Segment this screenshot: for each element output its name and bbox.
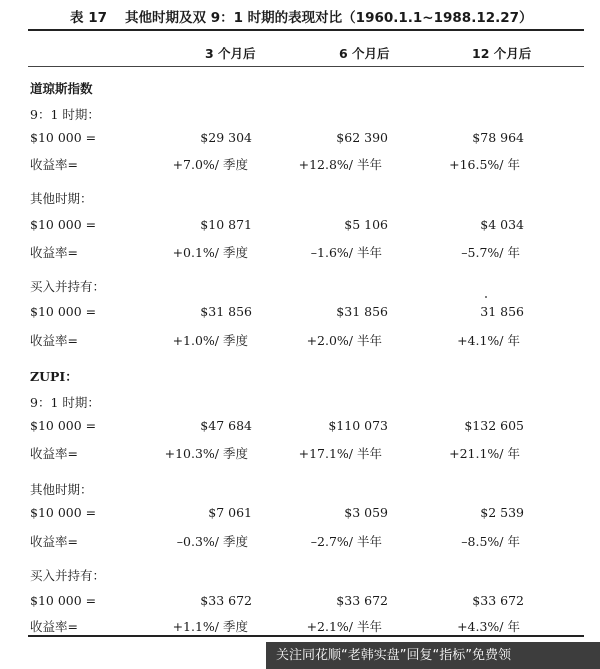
cell-3m: $47 684 bbox=[200, 418, 252, 433]
cell-12m: $33 672 bbox=[472, 593, 524, 608]
cell-6m: +2.1%/ 半年 bbox=[306, 619, 382, 634]
cell-12m: +4.1%/ 年 bbox=[457, 333, 520, 348]
group-heading-zupi: ZUPI： bbox=[30, 369, 78, 384]
subgroup-heading: 其他时期： bbox=[30, 191, 93, 206]
cell-12m: +4.3%/ 年 bbox=[457, 619, 520, 634]
cell-6m: –2.7%/ 半年 bbox=[310, 534, 382, 549]
cell-3m: $33 672 bbox=[200, 593, 252, 608]
table-title bbox=[70, 6, 590, 26]
table-number: 表 17 bbox=[70, 10, 107, 26]
cell-3m: +1.0%/ 季度 bbox=[172, 333, 248, 348]
cell-12m: +16.5%/ 年 bbox=[449, 157, 520, 172]
column-header-3-months: 3 个月后 bbox=[205, 46, 256, 61]
cell-6m: +12.8%/ 半年 bbox=[298, 157, 382, 172]
table-row-value bbox=[0, 130, 600, 150]
row-label: $10 000 = bbox=[30, 304, 97, 319]
bottom-rule bbox=[28, 635, 584, 637]
subgroup-heading: 9：1 时期： bbox=[30, 107, 100, 122]
cell-6m: $5 106 bbox=[344, 217, 388, 232]
cell-6m: –1.6%/ 半年 bbox=[310, 245, 382, 260]
watermark-banner: 关注同花顺“老韩实盘”回复“指标”免费领 bbox=[266, 642, 600, 669]
cell-6m: $31 856 bbox=[336, 304, 388, 319]
top-rule bbox=[28, 29, 584, 31]
table-row-rate bbox=[0, 155, 600, 175]
table-row-value bbox=[0, 418, 600, 438]
print-speck bbox=[485, 296, 487, 298]
cell-12m: +21.1%/ 年 bbox=[449, 446, 520, 461]
row-label: 收益率= bbox=[30, 333, 78, 348]
cell-6m: $3 059 bbox=[344, 505, 388, 520]
subgroup-heading: 买入并持有： bbox=[30, 279, 106, 294]
table-row-value bbox=[0, 505, 600, 525]
cell-3m: $29 304 bbox=[200, 130, 252, 145]
row-label: $10 000 = bbox=[30, 593, 97, 608]
table-row-rate bbox=[0, 243, 600, 263]
cell-12m: $78 964 bbox=[472, 130, 524, 145]
cell-6m: $62 390 bbox=[336, 130, 388, 145]
header-rule bbox=[28, 66, 584, 67]
group-heading-dow: 道琼斯指数 bbox=[30, 81, 93, 96]
cell-3m: –0.3%/ 季度 bbox=[176, 534, 248, 549]
cell-12m: $4 034 bbox=[480, 217, 524, 232]
table-row-value bbox=[0, 304, 600, 324]
subgroup-heading: 其他时期： bbox=[30, 482, 93, 497]
cell-3m: $31 856 bbox=[200, 304, 252, 319]
row-label: 收益率= bbox=[30, 446, 78, 461]
cell-3m: +0.1%/ 季度 bbox=[172, 245, 248, 260]
subgroup-heading: 买入并持有： bbox=[30, 568, 106, 583]
row-label: $10 000 = bbox=[30, 130, 97, 145]
cell-6m: +17.1%/ 半年 bbox=[298, 446, 382, 461]
row-label: 收益率= bbox=[30, 157, 78, 172]
cell-3m: +10.3%/ 季度 bbox=[164, 446, 248, 461]
cell-12m: $132 605 bbox=[464, 418, 524, 433]
row-label: $10 000 = bbox=[30, 217, 97, 232]
column-header-12-months: 12 个月后 bbox=[472, 46, 532, 61]
table-title-text: 其他时期及双 9：1 时期的表现对比（1960.1.1~1988.12.27） bbox=[125, 10, 533, 26]
table-row-rate bbox=[0, 331, 600, 351]
cell-3m: +7.0%/ 季度 bbox=[172, 157, 248, 172]
row-label: $10 000 = bbox=[30, 418, 97, 433]
cell-3m: +1.1%/ 季度 bbox=[172, 619, 248, 634]
table-row-rate bbox=[0, 444, 600, 464]
cell-6m: +2.0%/ 半年 bbox=[306, 333, 382, 348]
column-header-6-months: 6 个月后 bbox=[339, 46, 390, 61]
cell-6m: $33 672 bbox=[336, 593, 388, 608]
table-row-rate bbox=[0, 532, 600, 552]
table-row-value bbox=[0, 217, 600, 237]
cell-12m: $2 539 bbox=[480, 505, 524, 520]
table-row-rate bbox=[0, 617, 600, 637]
row-label: 收益率= bbox=[30, 619, 78, 634]
table-row-value bbox=[0, 593, 600, 613]
row-label: 收益率= bbox=[30, 245, 78, 260]
cell-12m: 31 856 bbox=[480, 304, 524, 319]
row-label: $10 000 = bbox=[30, 505, 97, 520]
cell-3m: $7 061 bbox=[208, 505, 252, 520]
cell-6m: $110 073 bbox=[328, 418, 388, 433]
row-label: 收益率= bbox=[30, 534, 78, 549]
subgroup-heading: 9：1 时期： bbox=[30, 395, 100, 410]
cell-12m: –5.7%/ 年 bbox=[461, 245, 520, 260]
cell-3m: $10 871 bbox=[200, 217, 252, 232]
cell-12m: –8.5%/ 年 bbox=[461, 534, 520, 549]
